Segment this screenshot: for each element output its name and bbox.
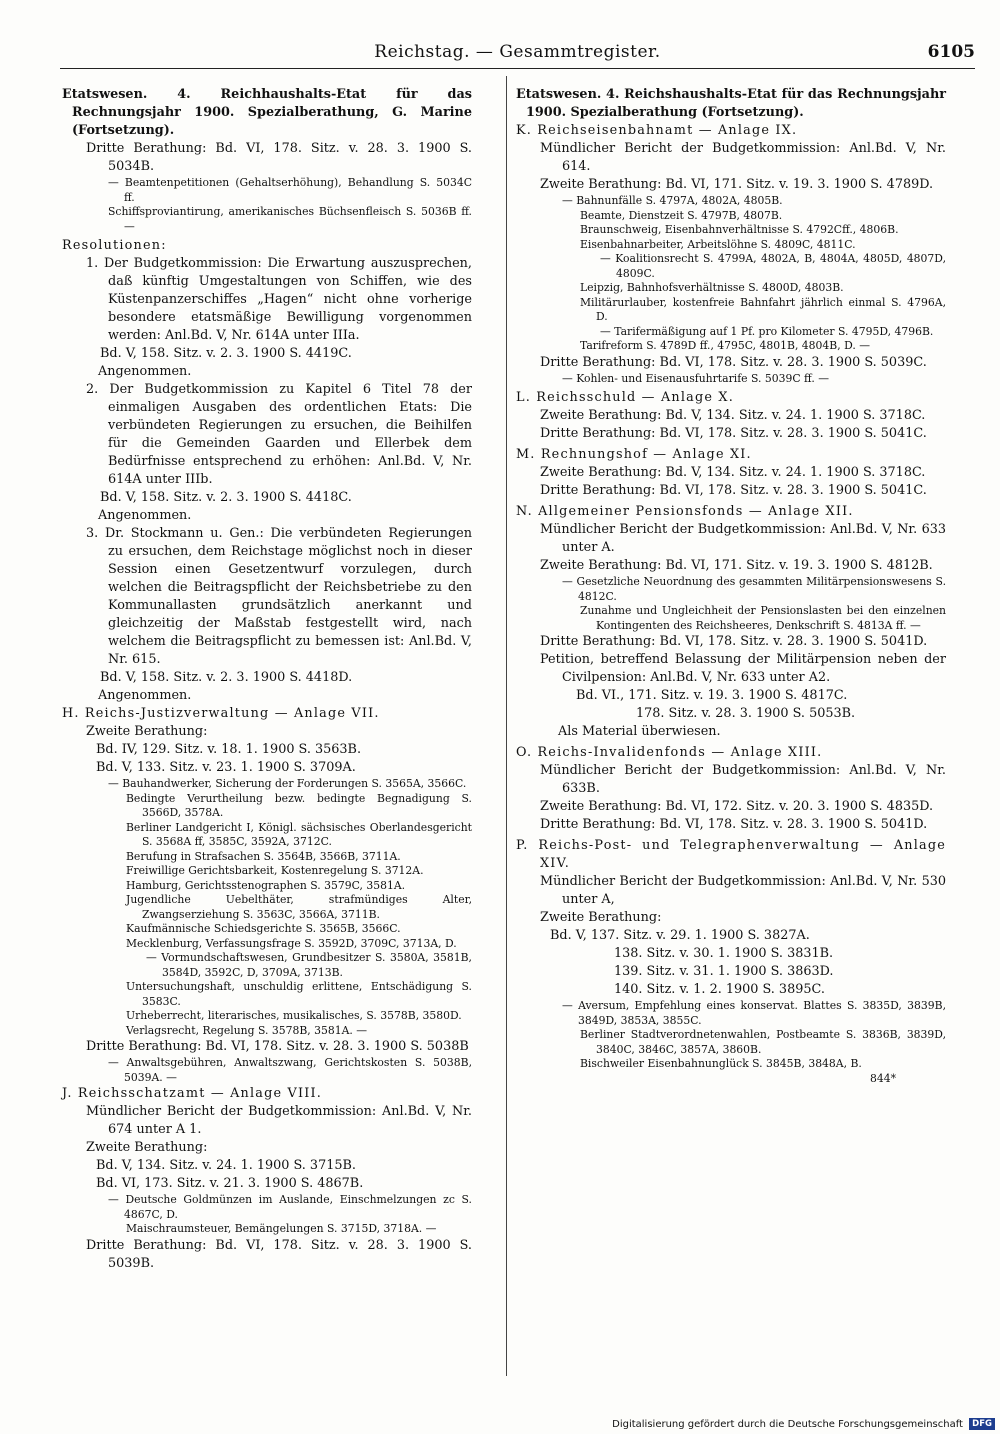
chapter-heading: K. Reichseisenbahnamt — Anlage IX. [516, 123, 798, 138]
entry-label: Zweite Berathung: [86, 1140, 208, 1155]
subject-line: Zunahme und Ungleichheit der Pensionslasten bei den einzelnen Kontingenten des Reichsheeres, Denkschrift S. 4813A ff. — [580, 604, 946, 632]
report-line: Mündlicher Bericht der Budgetkommission: Anl.Bd. V, Nr. 674 unter A 1. [86, 1104, 472, 1137]
subject-line: — Vormundschaftswesen, Grundbesitzer S. 3580A, 3581B, 3584D, 3592C, D, 3709A, 3713B. [146, 951, 472, 979]
subject-line: — Koalitionsrecht S. 4799A, 4802A, B, 4804A, 4805D, 4807D, 4809C. [600, 252, 946, 280]
entry-line: Dritte Berathung: Bd. VI, 178. Sitz. v. 28. 3. 1900 S. 5038B [86, 1039, 469, 1054]
petition-line: Petition, betreffend Belassung der Militärpension neben der Civilpension: Anl.Bd. V, Nr. 633 unter A2. [540, 652, 946, 685]
entry-line: Bd. V, 137. Sitz. v. 29. 1. 1900 S. 3827A. [550, 928, 810, 943]
subject-line: Berufung in Strafsachen S. 3564B, 3566B, 3711A. [126, 849, 401, 863]
column-divider [506, 76, 507, 1376]
subject-line: Braunschweig, Eisenbahnverhältnisse S. 4792Cff., 4806B. [580, 223, 899, 236]
subject-line: Berliner Stadtverordnetenwahlen, Postbeamte S. 3836B, 3839D, 3840C, 3846C, 3857A, 3860B. [580, 1028, 946, 1056]
entry-line: 138. Sitz. v. 30. 1. 1900 S. 3831B. [614, 946, 834, 961]
subject-line: Untersuchungshaft, unschuldig erlittene, Entschädigung S. 3583C. [126, 980, 472, 1008]
entry-line: 139. Sitz. v. 31. 1. 1900 S. 3863D. [614, 964, 834, 979]
entry-line: 140. Sitz. v. 1. 2. 1900 S. 3895C. [614, 982, 825, 997]
subject-line: — Gesetzliche Neuordnung des gesammten Militärpensionswesens S. 4812C. [562, 575, 946, 603]
entry-label: Zweite Berathung: [86, 724, 208, 739]
subject-line: Militärurlauber, kostenfreie Bahnfahrt jährlich einmal S. 4796A, D. [580, 295, 946, 323]
left-column [62, 86, 472, 1273]
chapter-heading: M. Rechnungshof — Anlage XI. [516, 447, 752, 462]
chapter-heading: P. Reichs-Post- und Telegraphenverwaltung — Anlage XIV. [516, 838, 946, 871]
chapter-heading: H. Reichs-Justizverwaltung — Anlage VII. [62, 706, 380, 721]
subject-line: Maischraumsteuer, Bemängelungen S. 3715D, 3718A. — [126, 1222, 437, 1235]
entry-line: Zweite Berathung: Bd. VI, 172. Sitz. v. 20. 3. 1900 S. 4835D. [540, 799, 934, 814]
resolution-text: 3. Dr. Stockmann u. Gen.: Die verbündeten Regierungen zu ersuchen, dem Reichstage möglichst noch in dieser Session einen Gesetzentwurf vorzulegen, durch welchen die Beitragspflicht der Reichsbetriebe zu den Kommunallasten grundsätzlich anerkannt und gleichzeitig der Maßstab festgestellt wird, nach welchem die Beitragspflicht zu bemessen ist: Anl.Bd. V, Nr. 615. [86, 526, 472, 667]
footer-credit: Digitalisierung gefördert durch die Deutsche Forschungsgemeinschaft [612, 1419, 963, 1430]
subject-line: Hamburg, Gerichtsstenographen S. 3579C, 3581A. [126, 878, 406, 892]
entry-line: Bd. V, 158. Sitz. v. 2. 3. 1900 S. 4418C. [100, 490, 352, 505]
subject-line: Schiffsproviantirung, amerikanisches Büchsenfleisch S. 5036B ff. — [108, 205, 472, 233]
subject-line: — Bauhandwerker, Sicherung der Forderungen S. 3565A, 3566C. [108, 777, 467, 790]
subject-line: Berliner Landgericht I, Königl. sächsisches Oberlandesgericht S. 3568A ff, 3585C, 3592A, 3712C. [126, 820, 472, 848]
chapter-heading: N. Allgemeiner Pensionsfonds — Anlage XII. [516, 504, 854, 519]
subject-line: — Tarifermäßigung auf 1 Pf. pro Kilometer S. 4795D, 4796B. [600, 324, 934, 338]
entry-line: Dritte Berathung: Bd. VI, 178. Sitz. v. 28. 3. 1900 S. 5034B. [86, 141, 472, 174]
entry-line: Dritte Berathung: Bd. VI, 178. Sitz. v. 28. 3. 1900 S. 5041C. [540, 483, 927, 498]
section-heading: Etatswesen. 4. Reichshaushalts-Etat für das Rechnungsjahr 1900. Spezialberathung (Fortsetzung). [516, 87, 946, 120]
subject-line: Urheberrecht, literarisches, musikalisches, S. 3578B, 3580D. [126, 1009, 462, 1022]
resolution-text: 2. Der Budgetkommission zu Kapitel 6 Titel 78 der einmaligen Ausgaben des ordentlichen Etats: Die verbündeten Regierungen zu ersuchen, die Beihilfen für die Gemeinden Gaarden und Ellerbek dem Bedürfnisse entsprechend zu erhöhen: Anl.Bd. V, Nr. 614A unter IIIb. [86, 382, 472, 487]
resolution-heading: Resolutionen: [62, 238, 167, 253]
entry-line: Bd. VI, 173. Sitz. v. 21. 3. 1900 S. 4867B. [96, 1176, 364, 1191]
subject-line: — Anwaltsgebühren, Anwaltszwang, Gerichtskosten S. 5038B, 5039A. — [108, 1056, 472, 1084]
entry-line: Bd. V, 158. Sitz. v. 2. 3. 1900 S. 4419C. [100, 346, 352, 361]
subject-line: — Bahnunfälle S. 4797A, 4802A, 4805B. [562, 194, 783, 207]
entry-line: Zweite Berathung: Bd. VI, 171. Sitz. v. 19. 3. 1900 S. 4789D. [540, 177, 934, 192]
entry-line: Bd. V, 133. Sitz. v. 23. 1. 1900 S. 3709A. [96, 760, 356, 775]
subject-line: — Kohlen- und Eisenausfuhrtarife S. 5039C ff. — [562, 371, 830, 385]
report-line: Mündlicher Bericht der Budgetkommission: Anl.Bd. V, Nr. 633 unter A. [540, 522, 946, 555]
chapter-heading: L. Reichsschuld — Anlage X. [516, 390, 734, 405]
chapter-heading: O. Reichs-Invalidenfonds — Anlage XIII. [516, 745, 823, 760]
subject-line: Leipzig, Bahnhofsverhältnisse S. 4800D, 4803B. [580, 281, 844, 294]
subject-line: Eisenbahnarbeiter, Arbeitslöhne S. 4809C, 4811C. [580, 237, 856, 251]
entry-line: Dritte Berathung: Bd. VI, 178. Sitz. v. 28. 3. 1900 S. 5041D. [540, 817, 928, 832]
resolution-text: 1. Der Budgetkommission: Die Erwartung auszusprechen, daß künftig Umgestaltungen von Schiffen, wie des Küstenpanzerschiffes „Hagen“ nicht ohne vorherige besondere etatsmäßige Bewilligung vorgenommen werden: Anl.Bd. V, Nr. 614A unter IIIa. [86, 256, 472, 343]
subject-line: — Beamtenpetitionen (Gehaltserhöhung), Behandlung S. 5034C ff. [108, 176, 472, 204]
entry-line: Bd. VI., 171. Sitz. v. 19. 3. 1900 S. 4817C. [576, 688, 848, 703]
outcome: Als Material überwiesen. [558, 724, 721, 739]
entry-line: Bd. V, 158. Sitz. v. 2. 3. 1900 S. 4418D. [100, 670, 353, 685]
chapter-heading: J. Reichsschatzamt — Anlage VIII. [62, 1086, 322, 1101]
subject-line: Mecklenburg, Verfassungsfrage S. 3592D, 3709C, 3713A, D. [126, 936, 457, 950]
page-number: 6105 [927, 42, 975, 62]
digitization-footer [540, 1418, 995, 1430]
subject-line: Kaufmännische Schiedsgerichte S. 3565B, 3566C. [126, 922, 401, 935]
entry-line: Bd. V, 134. Sitz. v. 24. 1. 1900 S. 3715B. [96, 1158, 356, 1173]
subject-line: Jugendliche Uebelthäter, strafmündiges Alter, Zwangserziehung S. 3563C, 3566A, 3711B. [126, 893, 472, 921]
outcome: Angenommen. [98, 508, 192, 523]
subject-line: — Aversum, Empfehlung eines konservat. Blattes S. 3835D, 3839B, 3849D, 3853A, 3855C. [562, 999, 946, 1027]
outcome: Angenommen. [98, 688, 192, 703]
outcome: Angenommen. [98, 364, 192, 379]
subject-line: Beamte, Dienstzeit S. 4797B, 4807B. [580, 208, 783, 222]
subject-line: — Deutsche Goldmünzen im Auslande, Einschmelzungen zc S. 4867C, D. [108, 1193, 472, 1221]
entry-line: Dritte Berathung: Bd. VI, 178. Sitz. v. 28. 3. 1900 S. 5041C. [540, 426, 927, 441]
running-title: Reichstag. — Gesammtregister. [374, 42, 661, 62]
entry-label: Zweite Berathung: [540, 910, 662, 925]
subject-line: Tarifreform S. 4789D ff., 4795C, 4801B, 4804B, D. — [580, 339, 871, 352]
dfg-logo: DFG [969, 1418, 995, 1430]
subject-line: Bedingte Verurtheilung bezw. bedingte Begnadigung S. 3566D, 3578A. [126, 791, 472, 819]
signature-mark: 844* [869, 1071, 896, 1085]
entry-line: 178. Sitz. v. 28. 3. 1900 S. 5053B. [636, 706, 856, 721]
right-column [516, 86, 946, 1086]
subject-line: Bischweiler Eisenbahnunglück S. 3845B, 3848A, B. [580, 1057, 862, 1070]
report-line: Mündlicher Bericht der Budgetkommission: Anl.Bd. V, Nr. 530 unter A, [540, 874, 946, 907]
section-heading: Etatswesen. 4. Reichhaushalts-Etat für das Rechnungsjahr 1900. Spezialberathung, G. Marine (Fortsetzung). [62, 87, 472, 138]
entry-line: Bd. IV, 129. Sitz. v. 18. 1. 1900 S. 3563B. [96, 742, 362, 757]
entry-line: Dritte Berathung: Bd. VI, 178. Sitz. v. 28. 3. 1900 S. 5039B. [86, 1237, 472, 1271]
entry-line: Dritte Berathung: Bd. VI, 178. Sitz. v. 28. 3. 1900 S. 5041D. [540, 634, 928, 649]
subject-line: Freiwillige Gerichtsbarkeit, Kostenregelung S. 3712A. [126, 864, 424, 877]
report-line: Mündlicher Bericht der Budgetkommission: Anl.Bd. V, Nr. 633B. [540, 763, 946, 796]
report-line: Mündlicher Bericht der Budgetkommission: Anl.Bd. V, Nr. 614. [540, 141, 946, 174]
header-rule [60, 68, 975, 69]
entry-line: Zweite Berathung: Bd. V, 134. Sitz. v. 24. 1. 1900 S. 3718C. [540, 465, 926, 480]
page-header [60, 42, 975, 72]
subject-line: Verlagsrecht, Regelung S. 3578B, 3581A. — [126, 1023, 368, 1037]
entry-line: Dritte Berathung: Bd. VI, 178. Sitz. v. 28. 3. 1900 S. 5039C. [540, 354, 927, 370]
entry-line: Zweite Berathung: Bd. VI, 171. Sitz. v. 19. 3. 1900 S. 4812B. [540, 558, 933, 573]
entry-line: Zweite Berathung: Bd. V, 134. Sitz. v. 24. 1. 1900 S. 3718C. [540, 408, 926, 423]
